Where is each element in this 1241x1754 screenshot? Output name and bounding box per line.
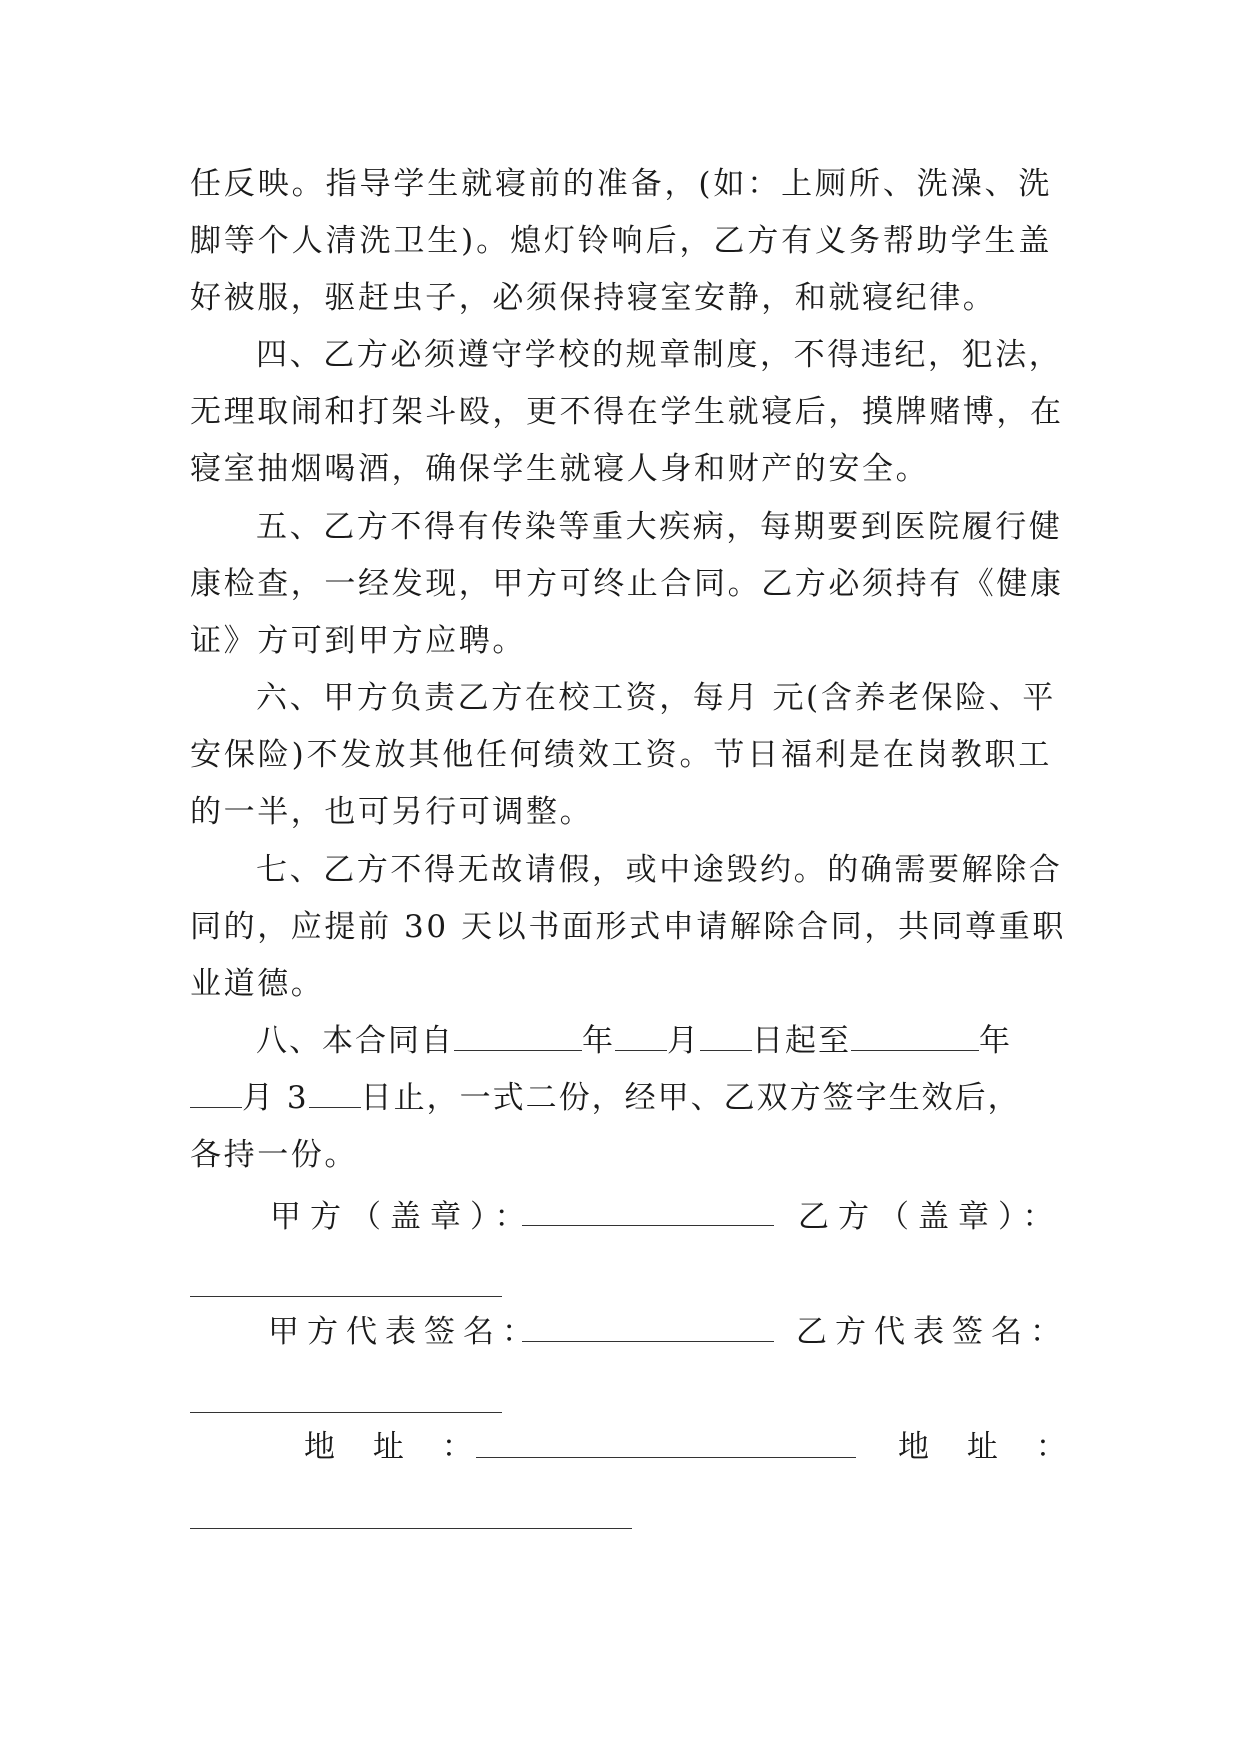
year-label-2: 年 (979, 1023, 1012, 1059)
party-b-rep-line (190, 1412, 502, 1413)
clause-8-line-2 (190, 1078, 1052, 1118)
clause-6-line-1: 六、甲方负责乙方在校工资，每月 元(含养老保险、平 (256, 680, 1056, 716)
start-day-blank (700, 1026, 752, 1051)
clause-6-line-3: 的一半，也可另行可调整。 (190, 794, 594, 830)
paragraph-3-line-2: 脚等个人清洗卫生)。熄灯铃响后，乙方有义务帮助学生盖 (190, 223, 1052, 259)
party-a-address-line (476, 1457, 856, 1458)
clause-8-line-1 (256, 1021, 1052, 1061)
clause-4-line-2: 无理取闹和打架斗殴，更不得在学生就寝后，摸牌赌博，在 (190, 394, 1064, 430)
clause-7-line-3: 业道德。 (190, 966, 325, 1002)
party-b-address-line (190, 1528, 632, 1529)
end-month-label: 月 3 (242, 1080, 309, 1116)
clause-5-line-1: 五、乙方不得有传染等重大疾病，每期要到医院履行健 (256, 509, 1063, 545)
start-year-blank (454, 1026, 582, 1051)
party-a-rep-line (522, 1341, 774, 1342)
clause-7-line-2: 同的，应提前 30 天以书面形式申请解除合同，共同尊重职 (190, 909, 1066, 945)
party-b-seal-label: 乙方（盖章）： (798, 1199, 1063, 1235)
month-label: 月 (667, 1023, 700, 1059)
day-from-label: 日起至 (752, 1023, 851, 1059)
clause-7-line-1: 七、乙方不得无故请假，或中途毁约。的确需要解除合 (256, 852, 1063, 888)
party-a-seal-label: 甲方（盖章）： (270, 1199, 535, 1235)
clause-4-line-1: 四、乙方必须遵守学校的规章制度，不得违纪，犯法， (256, 337, 1063, 373)
party-b-address-label: 地 址 ： (898, 1429, 1081, 1465)
paragraph-3-line-1: 任反映。指导学生就寝前的准备，(如：上厕所、洗澡、洗 (190, 166, 1052, 202)
day-to-label: 日止，一式二份，经甲、乙双方签字生效后， (360, 1080, 1021, 1116)
party-a-rep-label: 甲方代表签名： (268, 1314, 541, 1350)
clause-8-line-3: 各持一份。 (190, 1137, 358, 1173)
party-a-address-label: 地 址 ： (304, 1429, 487, 1465)
end-day-blank (309, 1083, 361, 1108)
clause-5-line-2: 康检查，一经发现，甲方可终止合同。乙方必须持有《健康 (190, 566, 1064, 602)
clause-6-line-2: 安保险)不发放其他任何绩效工资。节日福利是在岗教职工 (190, 737, 1052, 773)
party-a-seal-line (522, 1225, 774, 1226)
end-month-blank (190, 1083, 242, 1108)
start-month-blank (615, 1026, 667, 1051)
clause-8-start: 八、本合同自 (256, 1023, 454, 1059)
end-year-blank (851, 1026, 979, 1051)
year-label: 年 (582, 1023, 615, 1059)
party-b-rep-label: 乙方代表签名： (796, 1314, 1069, 1350)
paragraph-3-line-3: 好被服，驱赶虫子，必须保持寝室安静，和就寝纪律。 (190, 280, 997, 316)
clause-5-line-3: 证》方可到甲方应聘。 (190, 623, 526, 659)
party-b-seal-line (190, 1296, 502, 1297)
clause-4-line-3: 寝室抽烟喝酒，确保学生就寝人身和财产的安全。 (190, 451, 930, 487)
